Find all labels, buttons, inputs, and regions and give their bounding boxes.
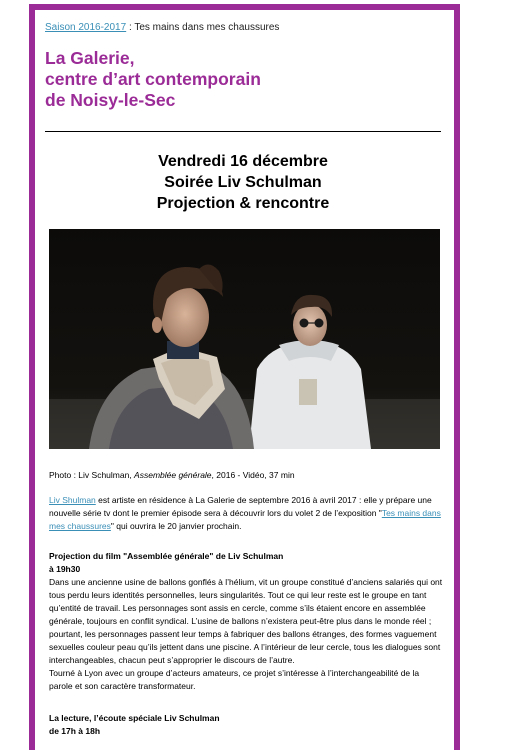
event-date: Vendredi 16 décembre [158, 153, 328, 170]
projection-body: Dans une ancienne usine de ballons gonflés à l’hélium, vit un groupe constitué d’anciens salariés qui ont tous perdu leurs identités personnelles, leurs singularités. Tout ce qui leur reste est le groupe en tant qu’entité de travail. Les personnages sont assis en cercle, comme s’ils étaient encore en assemblée générale, toujours en conflit syndical. L’usine de ballons n’existera peut-être plus dans le monde réel ; pourtant, les personnages passent leur temps à fabriquer des ballons étranges, des formes vaguement sexuelles couleur peau qu’ils jettent dans une piscine. A l’intérieur de leur cercle, tous les dialogues sont interchangeables, chacun peut s’approprier le discours de l’autre. [49, 577, 443, 665]
gallery-title-line: centre d’art contemporain [45, 69, 261, 89]
projection-time: à 19h30 [49, 564, 81, 574]
photo-caption [49, 470, 295, 480]
event-heading [45, 151, 441, 214]
reading-time: de 17h à 18h [49, 726, 101, 736]
projection-heading: Projection du film "Assemblée générale" de Liv Schulman [49, 551, 284, 561]
reading-heading: La lecture, l’écoute spéciale Liv Schulman [49, 713, 220, 723]
intro-text: est artiste en résidence à La Galerie de septembre 2016 à avril 2017 : elle y prépare une nouvelle série tv dont le premier épisode sera à découvrir lors du volet 2 de l’exposition " [49, 495, 432, 518]
artist-link[interactable]: Liv Shulman [49, 495, 96, 505]
intro-paragraph [49, 494, 445, 533]
gallery-title [45, 48, 261, 111]
newsletter-frame [29, 4, 460, 750]
event-title: Soirée Liv Schulman [164, 174, 322, 191]
event-photo-illustration [49, 229, 440, 449]
season-link[interactable]: Saison 2016-2017 [45, 22, 127, 33]
gallery-title-line: de Noisy-le-Sec [45, 90, 176, 110]
caption-prefix: Photo : Liv Schulman, [49, 470, 135, 480]
projection-section [49, 550, 445, 693]
breadcrumb [45, 22, 279, 33]
intro-text-end: " qui ouvrira le 20 janvier prochain. [110, 521, 242, 531]
gallery-title-line: La Galerie, [45, 48, 135, 68]
projection-body-2: Tourné à Lyon avec un groupe d’acteurs amateurs, ce projet s’intéresse à l’interchangeabilité de la parole et son caractère transformateur. [49, 668, 420, 691]
exhibition-link[interactable]: Tes mains dans mes chaussures [49, 508, 441, 531]
event-subtitle: Projection & rencontre [156, 195, 330, 212]
caption-suffix: , 2016 - Vidéo, 37 min [211, 470, 295, 480]
title-divider [45, 131, 441, 132]
event-photo [49, 229, 440, 449]
caption-work-title: Assemblée générale [134, 470, 212, 480]
breadcrumb-current: Tes mains dans mes chaussures [134, 22, 280, 33]
breadcrumb-separator: : [126, 22, 135, 33]
reading-section [49, 712, 445, 738]
